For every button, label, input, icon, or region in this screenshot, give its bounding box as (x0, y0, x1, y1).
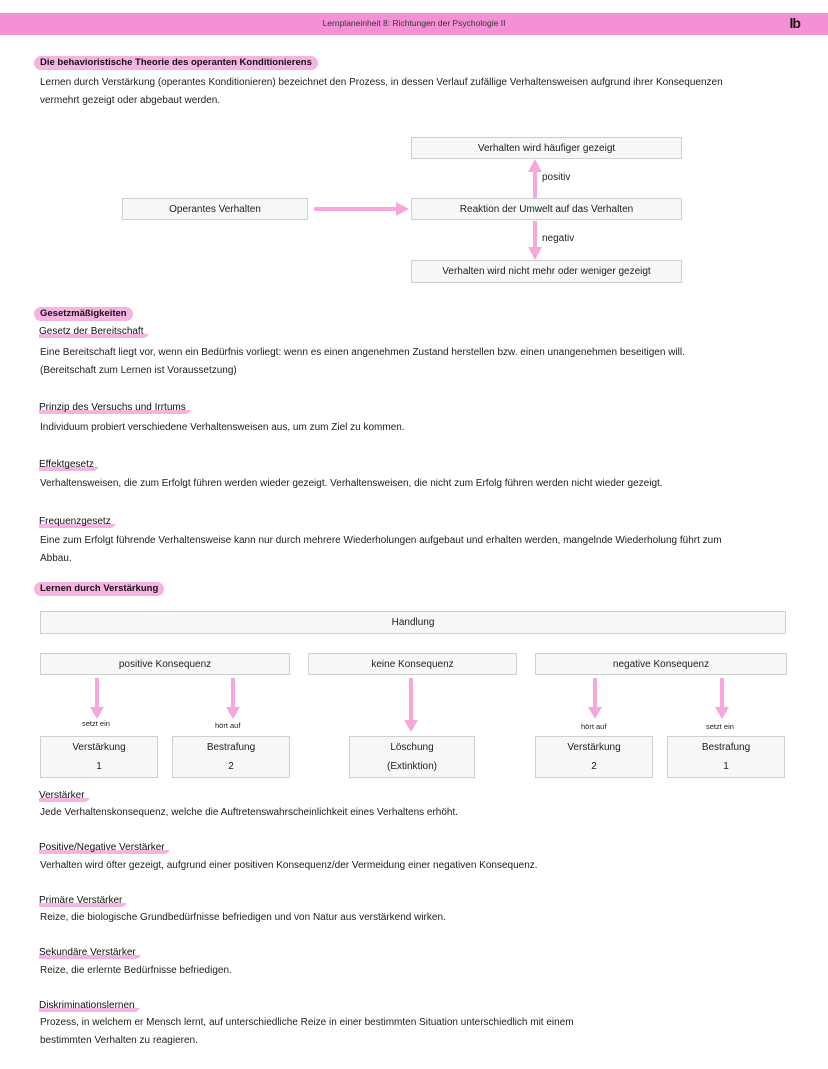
section-heading-reinforcement: Lernen durch Verstärkung (34, 582, 164, 596)
box-environment-reaction: Reaktion der Umwelt auf das Verhalten (411, 198, 682, 220)
law-text: Abbau. (40, 553, 72, 564)
result-title: Bestrafung (206, 742, 256, 753)
section-heading-laws: Gesetzmäßigkeiten (34, 307, 133, 321)
box-result-extinction (349, 736, 475, 778)
intro-line-2: vermehrt gezeigt oder abgebaut werden. (40, 95, 221, 106)
box-behavior-less: Verhalten wird nicht mehr oder weniger gezeigt (411, 260, 682, 283)
result-sub: (Extinktion) (386, 761, 437, 772)
label-positive: positiv (542, 172, 571, 183)
box-result-punishment (172, 736, 290, 778)
term-pos-neg-reinforcer: Positive/Negative Verstärker (39, 842, 170, 854)
definition-text: Verhalten wird öfter gezeigt, aufgrund einer positiven Konsequenz/der Vermeidung einer negativen Konsequenz. (40, 860, 538, 871)
term-frequency-law: Frequenzgesetz (39, 516, 116, 528)
box-operant-behavior: Operantes Verhalten (122, 198, 308, 220)
result-sub: 2 (228, 761, 234, 772)
box-positive-consequence: positive Konsequenz (40, 653, 290, 675)
box-behavior-more: Verhalten wird häufiger gezeigt (411, 137, 682, 159)
label-negative: negativ (542, 233, 575, 244)
result-sub: 1 (723, 761, 729, 772)
label-starts: setzt ein (82, 719, 110, 728)
result-sub: 1 (96, 761, 102, 772)
law-text: Verhaltensweisen, die zum Erfolgt führen werden wieder gezeigt. Verhaltensweisen, die nicht zum Erfolg führen werden nicht wieder gezeigt. (40, 478, 663, 489)
result-sub: 2 (591, 761, 597, 772)
label-stops: hört auf (215, 721, 241, 730)
intro-line-1: Lernen durch Verstärkung (operantes Konditionieren) bezeichnet den Prozess, in dessen Verlauf zufällige Verhaltensweisen aufgrund ihrer Konsequenzen (40, 77, 723, 88)
box-result-reinforcement (535, 736, 653, 778)
box-negative-consequence: negative Konsequenz (535, 653, 787, 675)
box-result-punishment (667, 736, 785, 778)
section-heading-operant: Die behavioristische Theorie des operanten Konditionierens (34, 56, 318, 70)
label-stops: hört auf (581, 722, 607, 731)
term-discrimination-learning: Diskriminationslernen (39, 1000, 140, 1012)
result-title: Verstärkung (72, 742, 126, 753)
label-starts: setzt ein (706, 722, 734, 731)
box-action: Handlung (40, 611, 786, 634)
result-title: Löschung (390, 742, 434, 753)
term-effect-law: Effektgesetz (39, 459, 99, 471)
definition-text: Prozess, in welchem er Mensch lernt, auf unterschiedliche Reize in einer bestimmten Situation unterschiedlich mit einem (40, 1017, 574, 1028)
law-text: Individuum probiert verschiedene Verhaltensweisen aus, um zum Ziel zu kommen. (40, 422, 405, 433)
term-reinforcer: Verstärker (39, 790, 90, 802)
result-title: Bestrafung (701, 742, 751, 753)
definition-text: Reize, die erlernte Bedürfnisse befriedigen. (40, 965, 232, 976)
law-text: (Bereitschaft zum Lernen ist Voraussetzung) (40, 365, 237, 376)
term-readiness: Gesetz der Bereitschaft (39, 326, 149, 338)
law-text: Eine Bereitschaft liegt vor, wenn ein Bedürfnis vorliegt: wenn es einen angenehmen Zustand herstellen bzw. einen unangenehmen beseitigen will. (40, 347, 685, 358)
box-no-consequence: keine Konsequenz (308, 653, 517, 675)
brand-logo: lb (789, 15, 800, 31)
page-title: Lernplaneinheit 8: Richtungen der Psychologie II (322, 18, 506, 28)
term-secondary-reinforcer: Sekundäre Verstärker (39, 947, 141, 959)
law-text: Eine zum Erfolgt führende Verhaltensweise kann nur durch mehrere Wiederholungen aufgebaut und erhalten werden, mangelnde Wiederholung führt zum (40, 535, 722, 546)
definition-text: bestimmten Verhalten zu reagieren. (40, 1035, 198, 1046)
box-result-reinforcement (40, 736, 158, 778)
definition-text: Reize, die biologische Grundbedürfnisse befriedigen und von Natur aus verstärkend wirken. (40, 912, 446, 923)
result-title: Verstärkung (567, 742, 621, 753)
term-primary-reinforcer: Primäre Verstärker (39, 895, 127, 907)
definition-text: Jede Verhaltenskonsequenz, welche die Auftretenswahrscheinlichkeit eines Verhaltens erhöht. (40, 807, 459, 818)
term-trial-error: Prinzip des Versuchs und Irrtums (39, 402, 191, 414)
